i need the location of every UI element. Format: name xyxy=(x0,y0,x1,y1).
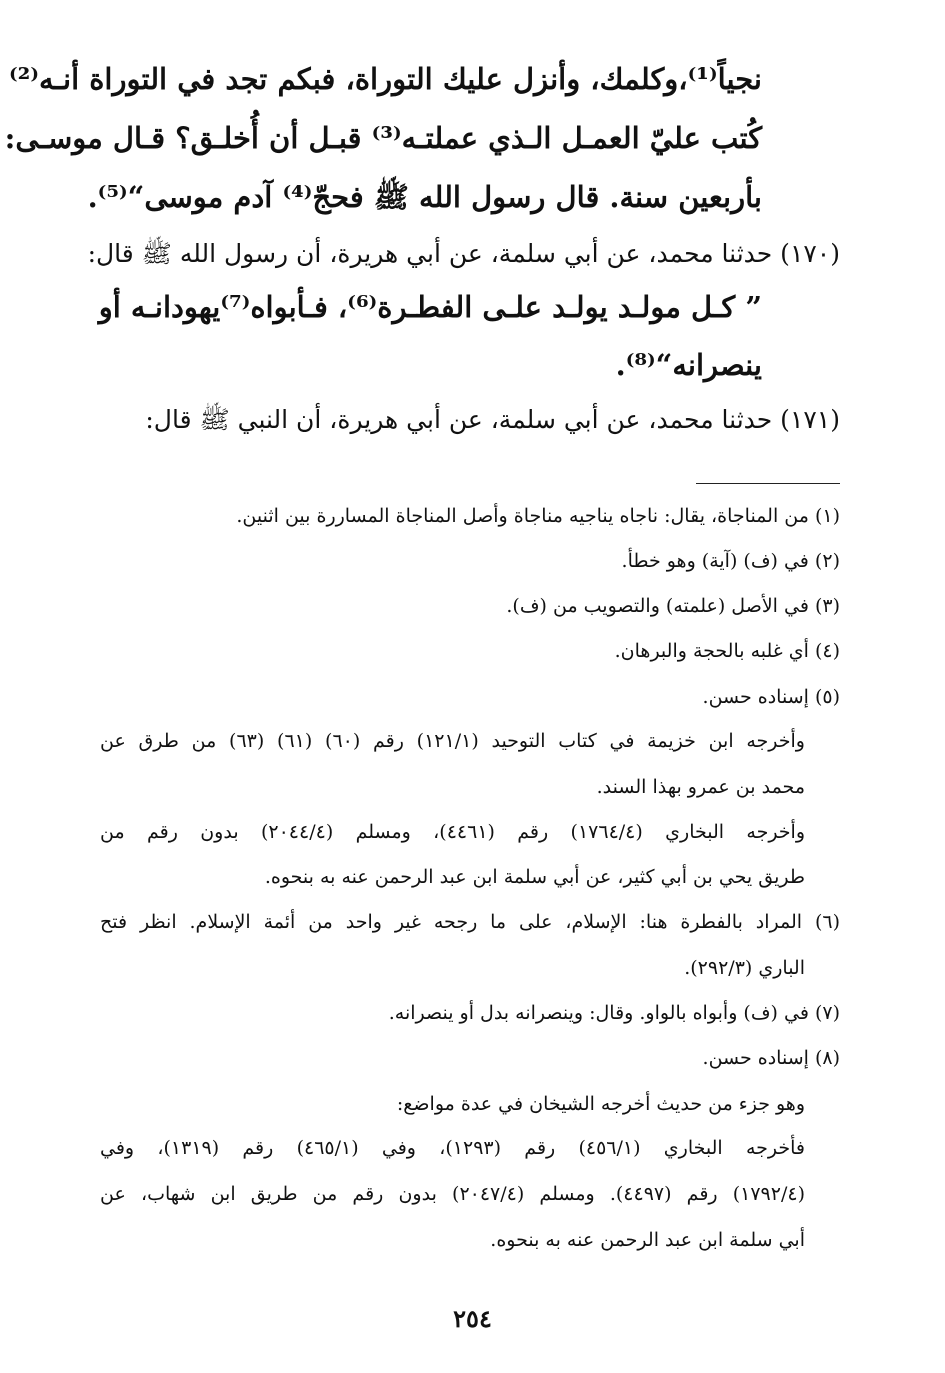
footnote-5: (٥) إسناده حسن. xyxy=(702,686,840,708)
footnote-8: (٨) إسناده حسن. xyxy=(702,1047,840,1069)
footnote-separator xyxy=(696,483,840,484)
hadith-170-intro: (١٧٠) حدثنا محمد، عن أبي سلمة، عن أبي هريرة، أن رسول الله ﷺ قال: xyxy=(87,239,840,268)
footnote-8-continuation-1: وهو جزء من حديث أخرجه الشيخان في عدة مواضع: xyxy=(396,1093,805,1115)
main-text-line-2: كُتب عليّ العمـل الـذي عملتـه⁽³⁾ قبـل أن أُخلـق؟ قـال موسـى: xyxy=(4,121,762,155)
footnote-8-continuation-3: (١٧٩٢/٤) رقم (٤٤٩٧). ومسلم (٢٠٤٧/٤) بدون رقم من طريق ابن شهاب، عن xyxy=(100,1183,805,1205)
footnote-4: (٤) أي غلبه بالحجة والبرهان. xyxy=(614,640,840,662)
hadith-171-intro: (١٧١) حدثنا محمد، عن أبي سلمة، عن أبي هريرة، أن النبي ﷺ قال: xyxy=(145,405,840,434)
footnote-5-continuation-2: محمد بن عمرو بهذا السند. xyxy=(596,776,805,798)
main-text-line-1: نجياً⁽¹⁾،وكلمك، وأنزل عليك التوراة، فبكم تجد في التوراة أنـه⁽²⁾ xyxy=(8,62,762,96)
hadith-170-text-line-1: ” كـل مولـد يولـد علـى الفطـرة⁽⁶⁾، فـأبواه⁽⁷⁾يهودانـه أو xyxy=(98,290,762,324)
footnote-2: (٢) في (ف) (آية) وهو خطأ. xyxy=(621,550,840,572)
footnote-6-continuation: الباري (٢٩٢/٣). xyxy=(684,957,805,979)
footnote-7: (٧) في (ف) وأبواه بالواو. وقال: وينصرانه بدل أو ينصرانه. xyxy=(388,1002,840,1024)
footnote-8-continuation-2: فأخرجه البخاري (٤٥٦/١) رقم (١٢٩٣)، وفي (٤٦٥/١) رقم (١٣١٩)، وفي xyxy=(100,1137,805,1159)
footnote-3: (٣) في الأصل (علمته) والتصويب من (ف). xyxy=(506,595,840,617)
footnote-5-continuation-4: طريق يحي بن أبي كثير، عن أبي سلمة ابن عبد الرحمن عنه به بنحوه. xyxy=(264,866,805,888)
page-number: ٢٥٤ xyxy=(453,1304,492,1333)
footnote-5-continuation-1: وأخرجه ابن خزيمة في كتاب التوحيد (١٢١/١) رقم (٦٠) (٦١) (٦٣) من طرق عن xyxy=(100,730,805,752)
footnote-1: (١) من المناجاة، يقال: ناجاه يناجيه مناجاة وأصل المناجاة المساررة بين اثنين. xyxy=(236,505,840,527)
footnote-5-continuation-3: وأخرجه البخاري (١٧٦٤/٤) رقم (٤٤٦١)، ومسلم (٢٠٤٤/٤) بدون رقم من xyxy=(100,821,806,843)
main-text-line-3: بأربعين سنة. قال رسول الله ﷺ فحجّ⁽⁴⁾ آدم موسى“⁽⁵⁾. xyxy=(87,180,762,214)
footnote-6: (٦) المراد بالفطرة هنا: الإسلام، على ما رجحه غير واحد من أئمة الإسلام. انظر فتح xyxy=(100,911,840,933)
hadith-170-text-line-2: ينصرانه“⁽⁸⁾. xyxy=(615,348,762,382)
footnote-8-continuation-4: أبي سلمة ابن عبد الرحمن عنه به بنحوه. xyxy=(490,1229,805,1251)
